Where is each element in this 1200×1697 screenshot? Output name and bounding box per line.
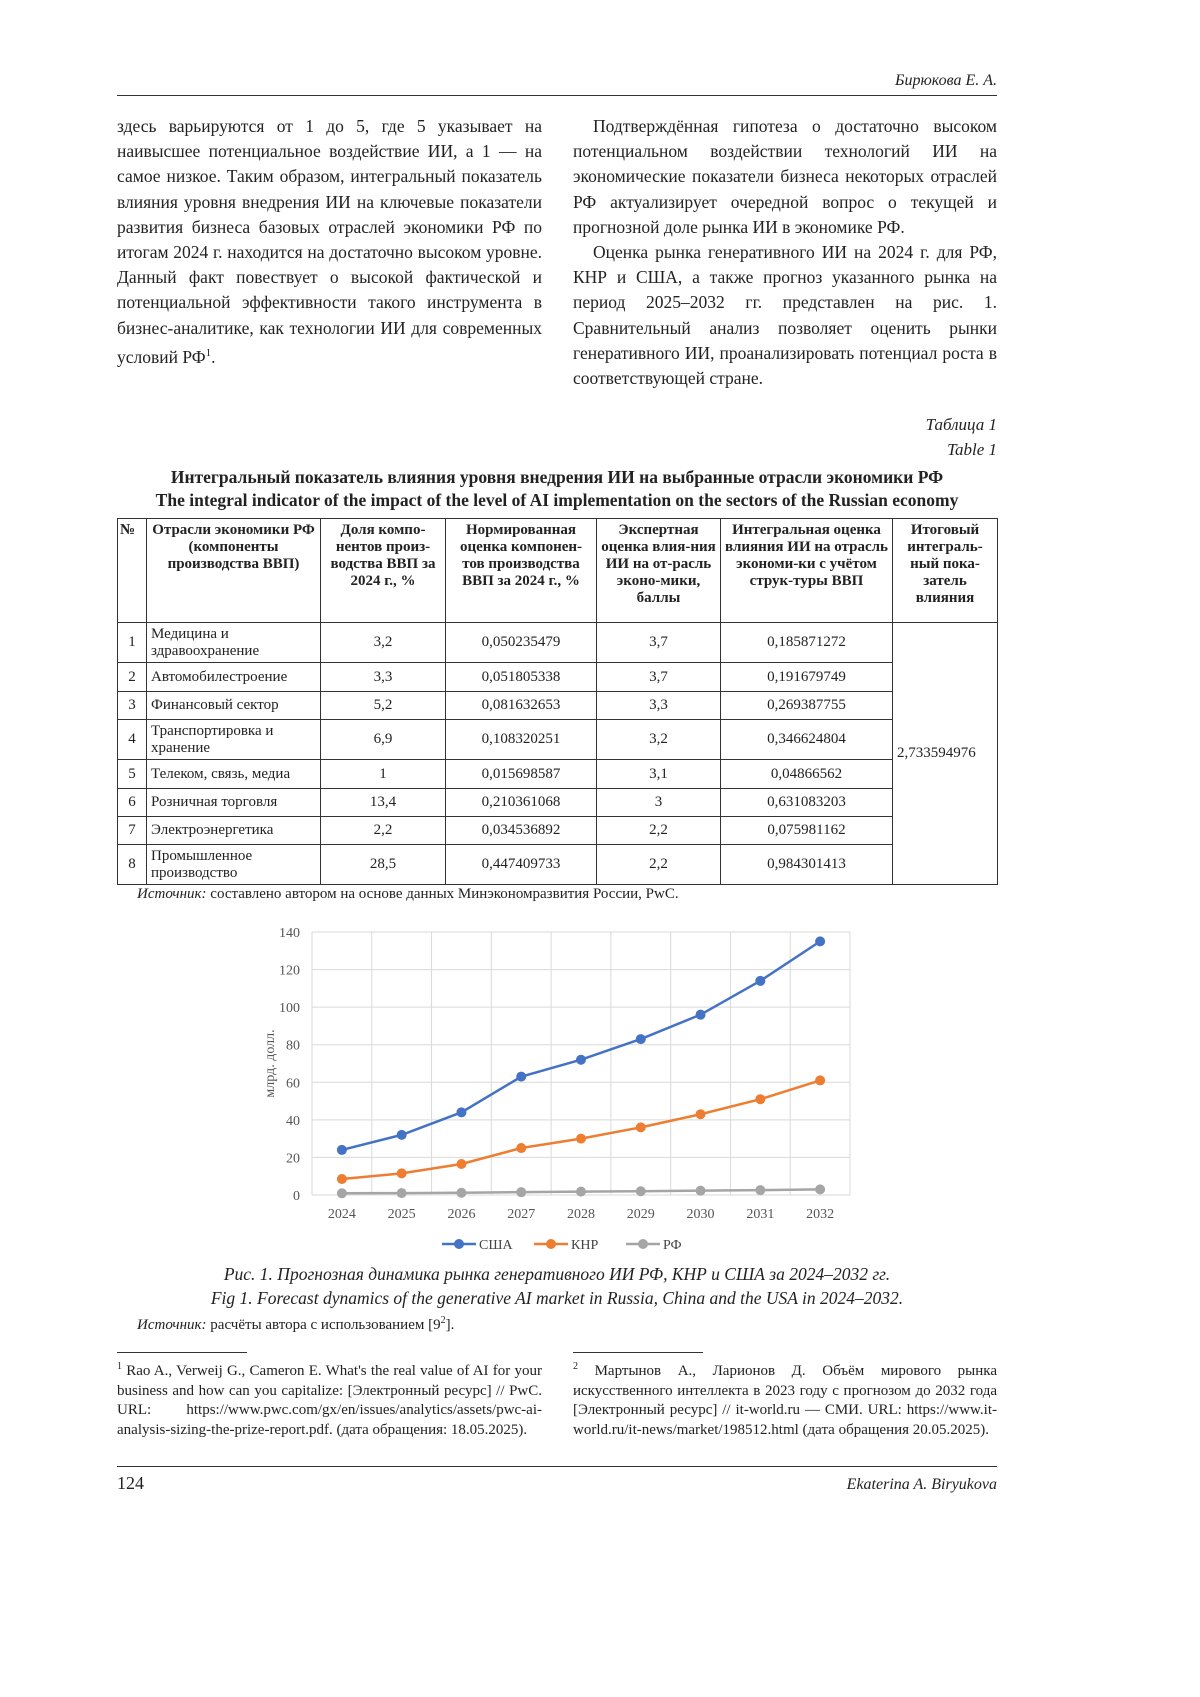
cell: 0,075981162 (721, 817, 893, 845)
data-point (576, 1187, 586, 1197)
footnote-number: 1 (117, 1361, 122, 1372)
table-header-row (118, 519, 998, 623)
figure-caption-en: Fig 1. Forecast dynamics of the generative AI market in Russia, China and the USA in 2024–2032. (210, 1288, 904, 1308)
cell: Финансовый сектор (147, 692, 321, 720)
header-rule (117, 95, 997, 96)
footnote-1 (117, 1357, 542, 1440)
footnote-text: Rao A., Verweij G., Cameron E. What's the real value of AI for your business and how can you capitalize: [Электронный ресурс] // PwC. URL: https://www.pwc.com/gx/en/issues/analytics/assets/pwc-ai-analysis-sizing-the-prize-report.pdf. (дата обращения: 18.05.2025). (117, 1363, 542, 1438)
data-point (755, 976, 765, 986)
data-point (397, 1130, 407, 1140)
figure-source (137, 1315, 454, 1334)
data-point (696, 1010, 706, 1020)
data-point (516, 1143, 526, 1153)
data-point (815, 1184, 825, 1194)
cell: 0,04866562 (721, 760, 893, 789)
data-point (815, 1075, 825, 1085)
data-point (636, 1034, 646, 1044)
table-label-en: Table 1 (947, 440, 997, 459)
cell: 2,2 (597, 817, 721, 845)
y-axis-label: млрд. долл. (263, 1029, 278, 1098)
cell: 0,034536892 (446, 817, 597, 845)
data-point (397, 1188, 407, 1198)
data-point (696, 1186, 706, 1196)
table-title-en: The integral indicator of the impact of the level of AI implementation on the sectors of the Russian economy (155, 490, 959, 510)
footnote-text: Мартынов А., Ларионов Д. Объём мирового рынка искусственного интеллекта в 2023 году с прогнозом до 2032 года [Электронный ресурс] // it-world.ru — СМИ. URL: https://www.it-world.ru/it-news/market/198512.html (дата обращения 20.05.2025). (573, 1363, 997, 1438)
table-row (118, 845, 998, 885)
y-tick-label: 80 (286, 1038, 300, 1054)
cell: 3 (118, 692, 147, 720)
y-tick-label: 120 (279, 963, 300, 979)
source-text-end: ]. (445, 1317, 455, 1333)
legend-marker (454, 1239, 464, 1249)
cell: 0,051805338 (446, 663, 597, 692)
cell: 13,4 (321, 789, 446, 817)
left-column: здесь варьируются от 1 до 5, где 5 указывает на наивысшее потенциальное воздействие ИИ, а 1 — на самое низкое. Таким образом, интегральный показатель влияния уровня внедрения ИИ на ключевые показатели развития бизнеса базовых отраслей экономики РФ по итогам 2024 г. находится на достаточно высоком уровне. Данный факт повествует о высокой фактической и потенциальной эффективности такого инструмента в бизнес-аналитике, как технологии ИИ для современных условий $РФ^1$. (117, 116, 542, 367)
cell: Автомобилестроение (147, 663, 321, 692)
cell: 0,346624804 (721, 720, 893, 760)
column-header: Отрасли экономики РФ (компоненты производства ВВП) (147, 519, 321, 623)
data-point (337, 1174, 347, 1184)
paragraph: Подтверждённая гипотеза о достаточно высоком потенциальном воздействии технологий ИИ на экономические показатели бизнеса некоторых отраслей РФ актуализирует очередной вопрос о текущей и прогнозной доле рынка ИИ в экономике РФ. (573, 116, 997, 237)
x-tick-label: 2025 (387, 1207, 416, 1222)
x-tick-label: 2024 (327, 1207, 356, 1222)
cell: 0,210361068 (446, 789, 597, 817)
footnote-rule (573, 1352, 703, 1353)
cell: 6 (118, 789, 147, 817)
table-label-ru: Таблица 1 (925, 415, 997, 434)
cell: 0,631083203 (721, 789, 893, 817)
source-label: Источник: (137, 886, 207, 902)
data-point (815, 936, 825, 946)
x-tick-label: 2030 (686, 1207, 715, 1222)
cell: 3,2 (597, 720, 721, 760)
series-line-США (342, 941, 820, 1150)
column-header: Итоговый интеграль-ный пока-затель влияния (893, 519, 998, 623)
cell: Телеком, связь, медиа (147, 760, 321, 789)
y-tick-label: 20 (286, 1151, 300, 1167)
cell: Промышленное производство (147, 845, 321, 885)
data-point (456, 1107, 466, 1117)
cell: 5,2 (321, 692, 446, 720)
footnote-ref[interactable]: 2 (440, 1315, 446, 1326)
data-point (337, 1145, 347, 1155)
table-row (118, 663, 998, 692)
running-header-author: Бирюкова Е. А. (895, 72, 997, 89)
footnote-rule (117, 1352, 247, 1353)
right-column (573, 114, 997, 391)
x-tick-label: 2029 (626, 1207, 655, 1222)
cell: Электроэнергетика (147, 817, 321, 845)
x-tick-label: 2027 (507, 1207, 536, 1222)
data-point (755, 1185, 765, 1195)
cell: Транспортировка и хранение (147, 720, 321, 760)
y-tick-label: 0 (293, 1189, 300, 1204)
source-label: Источник: (137, 1317, 207, 1333)
source-text: составлено автором на основе данных Минэкономразвития России, PwC. (206, 886, 679, 902)
cell: 3 (597, 789, 721, 817)
table-row (118, 623, 998, 663)
cell: 6,9 (321, 720, 446, 760)
cell: 5 (118, 760, 147, 789)
cell: 3,3 (597, 692, 721, 720)
x-tick-label: 2032 (806, 1207, 835, 1222)
cell: 0,015698587 (446, 760, 597, 789)
data-table (117, 518, 998, 885)
cell: 8 (118, 845, 147, 885)
cell: 3,7 (597, 663, 721, 692)
column-header: Доля компо-нентов произ-водства ВВП за 2024 г., % (321, 519, 446, 623)
cell: Медицина и здравоохранение (147, 623, 321, 663)
table-row (118, 817, 998, 845)
x-tick-label: 2028 (567, 1207, 595, 1222)
cell: 0,108320251 (446, 720, 597, 760)
column-header: Экспертная оценка влия-ния ИИ на от-расль эконо-мики, баллы (597, 519, 721, 623)
cell: 3,1 (597, 760, 721, 789)
cell: 3,2 (321, 623, 446, 663)
cell: Розничная торговля (147, 789, 321, 817)
legend-marker (638, 1239, 648, 1249)
legend-label: РФ (663, 1238, 682, 1253)
cell: 7 (118, 817, 147, 845)
legend-label: США (479, 1238, 513, 1253)
y-tick-label: 60 (286, 1076, 300, 1092)
cell: 2,2 (321, 817, 446, 845)
data-point (397, 1168, 407, 1178)
table-source (137, 886, 679, 903)
cell: 0,984301413 (721, 845, 893, 885)
total-cell: 2,733594976 (893, 623, 998, 885)
paragraph: Оценка рынка генеративного ИИ на 2024 г. для РФ, КНР и США, а также прогноз указанного рынка на период 2025–2032 гг. представлен на рис. 1. Сравнительный анализ позволяет оценить рынки генеративного ИИ, проанализировать потенциал роста в соответствующей стране. (573, 242, 997, 389)
cell: 0,447409733 (446, 845, 597, 885)
footnote-2 (573, 1357, 997, 1440)
legend-label: КНР (571, 1238, 599, 1253)
cell: 3,7 (597, 623, 721, 663)
data-point (636, 1122, 646, 1132)
cell: 1 (118, 623, 147, 663)
data-point (456, 1188, 466, 1198)
cell: 0,269387755 (721, 692, 893, 720)
x-tick-label: 2026 (447, 1207, 476, 1222)
data-point (636, 1186, 646, 1196)
column-header: № (118, 519, 147, 623)
data-point (576, 1134, 586, 1144)
data-point (755, 1094, 765, 1104)
source-text: расчёты автора с использованием [9 (206, 1317, 441, 1333)
footer-rule (117, 1466, 997, 1467)
legend-marker (546, 1239, 556, 1249)
table-title-ru: Интегральный показатель влияния уровня внедрения ИИ на выбранные отрасли экономики РФ (170, 467, 944, 487)
data-point (516, 1072, 526, 1082)
figure-caption (117, 1262, 997, 1310)
footer-author: Ekaterina A. Biryukova (846, 1476, 997, 1493)
table-row (118, 789, 998, 817)
table-row (118, 692, 998, 720)
table-row (118, 760, 998, 789)
left-column-text: здесь варьируются от 1 до 5, где 5 указывает на наивысшее потенциальное воздействие ИИ, а 1 — на самое низкое. Таким образом, интегральный показатель влияния уровня внедрения ИИ на ключевые показатели развития бизнеса базовых отраслей экономики РФ по итогам 2024 г. находится на достаточно высоком уровне. Данный факт повествует о высокой фактической и потенциальной эффективности такого инструмента в бизнес-аналитике, как технологии ИИ для современных условий РФ (117, 116, 542, 367)
cell: 2 (118, 663, 147, 692)
data-point (696, 1109, 706, 1119)
data-point (337, 1188, 347, 1198)
y-tick-label: 40 (286, 1113, 300, 1129)
cell: 0,050235479 (446, 623, 597, 663)
y-tick-label: 100 (279, 1001, 300, 1017)
cell: 0,191679749 (721, 663, 893, 692)
cell: 28,5 (321, 845, 446, 885)
cell: 0,185871272 (721, 623, 893, 663)
footnote-ref[interactable]: 1 (205, 346, 212, 359)
data-point (576, 1055, 586, 1065)
cell: 3,3 (321, 663, 446, 692)
column-header: Нормированная оценка компонен-тов производства ВВП за 2024 г., % (446, 519, 597, 623)
x-tick-label: 2031 (746, 1207, 775, 1222)
y-tick-label: 140 (279, 926, 300, 941)
data-point (456, 1159, 466, 1169)
cell: 2,2 (597, 845, 721, 885)
line-chart (250, 915, 890, 1260)
cell: 0,081632653 (446, 692, 597, 720)
footnote-number: 2 (573, 1361, 578, 1372)
column-header: Интегральная оценка влияния ИИ на отрасль экономи-ки с учётом струк-туры ВВП (721, 519, 893, 623)
table-title (117, 466, 997, 512)
table-row (118, 720, 998, 760)
cell: 1 (321, 760, 446, 789)
cell: 4 (118, 720, 147, 760)
page-number: 124 (117, 1473, 144, 1493)
figure-caption-ru: Рис. 1. Прогнозная динамика рынка генеративного ИИ РФ, КНР и США за 2024–2032 гг. (223, 1264, 891, 1284)
data-point (516, 1187, 526, 1197)
